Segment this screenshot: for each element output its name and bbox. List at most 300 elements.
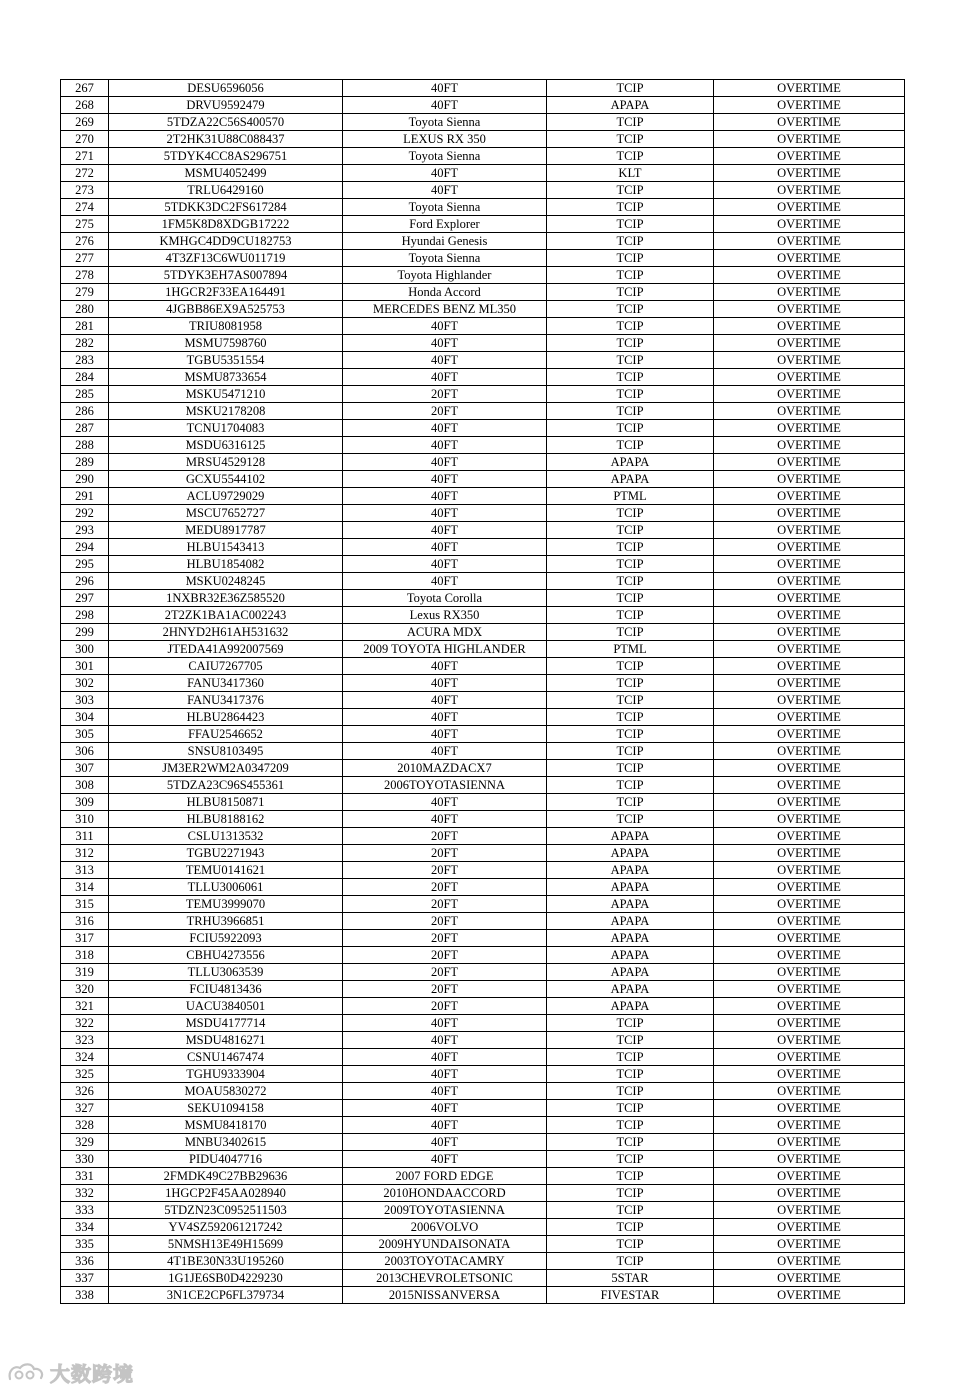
id-cell: SEKU1094158 — [109, 1100, 343, 1117]
terminal-cell: TCIP — [547, 318, 714, 335]
row-number-cell: 280 — [61, 301, 109, 318]
row-number-cell: 289 — [61, 454, 109, 471]
terminal-cell: PTML — [547, 488, 714, 505]
type-cell: Toyota Corolla — [343, 590, 547, 607]
row-number-cell: 282 — [61, 335, 109, 352]
status-cell: OVERTIME — [714, 216, 905, 233]
terminal-cell: FIVESTAR — [547, 1287, 714, 1304]
status-cell: OVERTIME — [714, 1032, 905, 1049]
table-row — [61, 590, 905, 607]
table-row — [61, 1151, 905, 1168]
id-cell: TEMU0141621 — [109, 862, 343, 879]
terminal-cell: TCIP — [547, 386, 714, 403]
table-row — [61, 573, 905, 590]
table-row — [61, 777, 905, 794]
id-cell: FANU3417376 — [109, 692, 343, 709]
row-number-cell: 276 — [61, 233, 109, 250]
type-cell: 2009 TOYOTA HIGHLANDER — [343, 641, 547, 658]
table-row — [61, 1287, 905, 1304]
terminal-cell: APAPA — [547, 879, 714, 896]
status-cell: OVERTIME — [714, 301, 905, 318]
id-cell: 5TDYK3EH7AS007894 — [109, 267, 343, 284]
table-row — [61, 998, 905, 1015]
status-cell: OVERTIME — [714, 1168, 905, 1185]
row-number-cell: 270 — [61, 131, 109, 148]
type-cell: 2013CHEVROLETSONIC — [343, 1270, 547, 1287]
id-cell: CSLU1313532 — [109, 828, 343, 845]
table-row — [61, 250, 905, 267]
row-number-cell: 320 — [61, 981, 109, 998]
id-cell: TGHU9333904 — [109, 1066, 343, 1083]
type-cell: 40FT — [343, 1083, 547, 1100]
table-row — [61, 1219, 905, 1236]
row-number-cell: 295 — [61, 556, 109, 573]
document-table-container — [60, 79, 904, 1304]
type-cell: Lexus RX350 — [343, 607, 547, 624]
table-row — [61, 641, 905, 658]
row-number-cell: 311 — [61, 828, 109, 845]
status-cell: OVERTIME — [714, 981, 905, 998]
terminal-cell: TCIP — [547, 148, 714, 165]
row-number-cell: 337 — [61, 1270, 109, 1287]
status-cell: OVERTIME — [714, 726, 905, 743]
terminal-cell: APAPA — [547, 828, 714, 845]
id-cell: 5NMSH13E49H15699 — [109, 1236, 343, 1253]
status-cell: OVERTIME — [714, 233, 905, 250]
row-number-cell: 310 — [61, 811, 109, 828]
type-cell: 40FT — [343, 1151, 547, 1168]
terminal-cell: TCIP — [547, 1168, 714, 1185]
table-row — [61, 1100, 905, 1117]
status-cell: OVERTIME — [714, 488, 905, 505]
table-row — [61, 1134, 905, 1151]
status-cell: OVERTIME — [714, 641, 905, 658]
status-cell: OVERTIME — [714, 1270, 905, 1287]
type-cell: 20FT — [343, 403, 547, 420]
terminal-cell: TCIP — [547, 1032, 714, 1049]
type-cell: Ford Explorer — [343, 216, 547, 233]
terminal-cell: 5STAR — [547, 1270, 714, 1287]
id-cell: TLLU3063539 — [109, 964, 343, 981]
table-row — [61, 862, 905, 879]
row-number-cell: 317 — [61, 930, 109, 947]
status-cell: OVERTIME — [714, 97, 905, 114]
status-cell: OVERTIME — [714, 777, 905, 794]
type-cell: Honda Accord — [343, 284, 547, 301]
row-number-cell: 334 — [61, 1219, 109, 1236]
row-number-cell: 308 — [61, 777, 109, 794]
type-cell: 40FT — [343, 471, 547, 488]
type-cell: ACURA MDX — [343, 624, 547, 641]
terminal-cell: TCIP — [547, 1117, 714, 1134]
id-cell: 1HGCP2F45AA028940 — [109, 1185, 343, 1202]
terminal-cell: TCIP — [547, 777, 714, 794]
id-cell: 2FMDK49C27BB29636 — [109, 1168, 343, 1185]
row-number-cell: 299 — [61, 624, 109, 641]
table-row — [61, 879, 905, 896]
id-cell: TGBU5351554 — [109, 352, 343, 369]
row-number-cell: 328 — [61, 1117, 109, 1134]
id-cell: HLBU8150871 — [109, 794, 343, 811]
table-row — [61, 1083, 905, 1100]
id-cell: 3N1CE2CP6FL379734 — [109, 1287, 343, 1304]
id-cell: 5TDZA23C96S455361 — [109, 777, 343, 794]
id-cell: TCNU1704083 — [109, 420, 343, 437]
row-number-cell: 315 — [61, 896, 109, 913]
table-row — [61, 488, 905, 505]
row-number-cell: 303 — [61, 692, 109, 709]
type-cell: 20FT — [343, 386, 547, 403]
row-number-cell: 271 — [61, 148, 109, 165]
type-cell: LEXUS RX 350 — [343, 131, 547, 148]
watermark-logo-icon — [6, 1359, 46, 1385]
type-cell: 20FT — [343, 998, 547, 1015]
row-number-cell: 275 — [61, 216, 109, 233]
terminal-cell: APAPA — [547, 454, 714, 471]
table-row — [61, 1117, 905, 1134]
terminal-cell: TCIP — [547, 675, 714, 692]
terminal-cell: APAPA — [547, 981, 714, 998]
type-cell: MERCEDES BENZ ML350 — [343, 301, 547, 318]
type-cell: 40FT — [343, 743, 547, 760]
terminal-cell: TCIP — [547, 1049, 714, 1066]
terminal-cell: TCIP — [547, 726, 714, 743]
terminal-cell: TCIP — [547, 1202, 714, 1219]
status-cell: OVERTIME — [714, 692, 905, 709]
terminal-cell: PTML — [547, 641, 714, 658]
terminal-cell: APAPA — [547, 947, 714, 964]
status-cell: OVERTIME — [714, 607, 905, 624]
table-row — [61, 947, 905, 964]
status-cell: OVERTIME — [714, 930, 905, 947]
status-cell: OVERTIME — [714, 845, 905, 862]
type-cell: 40FT — [343, 369, 547, 386]
type-cell: 2009HYUNDAISONATA — [343, 1236, 547, 1253]
id-cell: GCXU5544102 — [109, 471, 343, 488]
type-cell: 40FT — [343, 1134, 547, 1151]
type-cell: 40FT — [343, 505, 547, 522]
row-number-cell: 267 — [61, 80, 109, 97]
table-row — [61, 743, 905, 760]
table-row — [61, 97, 905, 114]
row-number-cell: 323 — [61, 1032, 109, 1049]
terminal-cell: APAPA — [547, 97, 714, 114]
table-row — [61, 845, 905, 862]
type-cell: 40FT — [343, 1100, 547, 1117]
terminal-cell: TCIP — [547, 658, 714, 675]
terminal-cell: TCIP — [547, 556, 714, 573]
type-cell: 40FT — [343, 420, 547, 437]
status-cell: OVERTIME — [714, 1219, 905, 1236]
table-row — [61, 335, 905, 352]
terminal-cell: TCIP — [547, 131, 714, 148]
status-cell: OVERTIME — [714, 352, 905, 369]
status-cell: OVERTIME — [714, 182, 905, 199]
table-row — [61, 760, 905, 777]
status-cell: OVERTIME — [714, 505, 905, 522]
type-cell: Toyota Sienna — [343, 199, 547, 216]
terminal-cell: TCIP — [547, 522, 714, 539]
id-cell: MSMU8733654 — [109, 369, 343, 386]
row-number-cell: 273 — [61, 182, 109, 199]
status-cell: OVERTIME — [714, 573, 905, 590]
type-cell: 40FT — [343, 522, 547, 539]
table-row — [61, 199, 905, 216]
row-number-cell: 327 — [61, 1100, 109, 1117]
type-cell: 40FT — [343, 811, 547, 828]
table-row — [61, 131, 905, 148]
terminal-cell: TCIP — [547, 267, 714, 284]
status-cell: OVERTIME — [714, 811, 905, 828]
terminal-cell: TCIP — [547, 760, 714, 777]
status-cell: OVERTIME — [714, 1253, 905, 1270]
row-number-cell: 290 — [61, 471, 109, 488]
id-cell: TLLU3006061 — [109, 879, 343, 896]
terminal-cell: TCIP — [547, 607, 714, 624]
type-cell: 40FT — [343, 437, 547, 454]
type-cell: Hyundai Genesis — [343, 233, 547, 250]
status-cell: OVERTIME — [714, 267, 905, 284]
id-cell: 4JGBB86EX9A525753 — [109, 301, 343, 318]
terminal-cell: APAPA — [547, 896, 714, 913]
table-row — [61, 1049, 905, 1066]
type-cell: 40FT — [343, 165, 547, 182]
row-number-cell: 330 — [61, 1151, 109, 1168]
shipment-table — [60, 79, 905, 1304]
status-cell: OVERTIME — [714, 318, 905, 335]
terminal-cell: APAPA — [547, 998, 714, 1015]
shipment-table-body — [61, 80, 905, 1304]
status-cell: OVERTIME — [714, 590, 905, 607]
terminal-cell: APAPA — [547, 913, 714, 930]
row-number-cell: 336 — [61, 1253, 109, 1270]
terminal-cell: TCIP — [547, 437, 714, 454]
table-row — [61, 709, 905, 726]
terminal-cell: TCIP — [547, 114, 714, 131]
table-row — [61, 352, 905, 369]
type-cell: 40FT — [343, 488, 547, 505]
table-row — [61, 114, 905, 131]
table-row — [61, 675, 905, 692]
status-cell: OVERTIME — [714, 1066, 905, 1083]
id-cell: FFAU2546652 — [109, 726, 343, 743]
table-row — [61, 1253, 905, 1270]
table-row — [61, 556, 905, 573]
terminal-cell: TCIP — [547, 1134, 714, 1151]
id-cell: 4T1BE30N33U195260 — [109, 1253, 343, 1270]
status-cell: OVERTIME — [714, 403, 905, 420]
terminal-cell: TCIP — [547, 1219, 714, 1236]
row-number-cell: 307 — [61, 760, 109, 777]
table-row — [61, 692, 905, 709]
id-cell: 5TDZN23C0952511503 — [109, 1202, 343, 1219]
status-cell: OVERTIME — [714, 624, 905, 641]
row-number-cell: 335 — [61, 1236, 109, 1253]
table-row — [61, 930, 905, 947]
table-row — [61, 386, 905, 403]
type-cell: 40FT — [343, 1117, 547, 1134]
table-row — [61, 1066, 905, 1083]
status-cell: OVERTIME — [714, 1015, 905, 1032]
type-cell: 20FT — [343, 981, 547, 998]
terminal-cell: TCIP — [547, 199, 714, 216]
terminal-cell: TCIP — [547, 1015, 714, 1032]
row-number-cell: 305 — [61, 726, 109, 743]
terminal-cell: TCIP — [547, 573, 714, 590]
type-cell: 40FT — [343, 1032, 547, 1049]
status-cell: OVERTIME — [714, 828, 905, 845]
terminal-cell: TCIP — [547, 80, 714, 97]
row-number-cell: 321 — [61, 998, 109, 1015]
status-cell: OVERTIME — [714, 1134, 905, 1151]
terminal-cell: TCIP — [547, 335, 714, 352]
id-cell: YV4SZ592061217242 — [109, 1219, 343, 1236]
row-number-cell: 313 — [61, 862, 109, 879]
row-number-cell: 333 — [61, 1202, 109, 1219]
terminal-cell: APAPA — [547, 862, 714, 879]
id-cell: ACLU9729029 — [109, 488, 343, 505]
id-cell: 1G1JE6SB0D4229230 — [109, 1270, 343, 1287]
type-cell: 40FT — [343, 335, 547, 352]
row-number-cell: 319 — [61, 964, 109, 981]
id-cell: MOAU5830272 — [109, 1083, 343, 1100]
table-row — [61, 896, 905, 913]
status-cell: OVERTIME — [714, 250, 905, 267]
terminal-cell: TCIP — [547, 250, 714, 267]
type-cell: 40FT — [343, 726, 547, 743]
id-cell: HLBU1854082 — [109, 556, 343, 573]
id-cell: 1NXBR32E36Z585520 — [109, 590, 343, 607]
type-cell: 20FT — [343, 845, 547, 862]
row-number-cell: 279 — [61, 284, 109, 301]
type-cell: 20FT — [343, 862, 547, 879]
row-number-cell: 338 — [61, 1287, 109, 1304]
status-cell: OVERTIME — [714, 556, 905, 573]
type-cell: 20FT — [343, 828, 547, 845]
row-number-cell: 292 — [61, 505, 109, 522]
row-number-cell: 325 — [61, 1066, 109, 1083]
terminal-cell: TCIP — [547, 1236, 714, 1253]
table-row — [61, 1202, 905, 1219]
id-cell: FCIU4813436 — [109, 981, 343, 998]
terminal-cell: APAPA — [547, 471, 714, 488]
terminal-cell: APAPA — [547, 964, 714, 981]
terminal-cell: TCIP — [547, 233, 714, 250]
status-cell: OVERTIME — [714, 879, 905, 896]
table-row — [61, 913, 905, 930]
terminal-cell: TCIP — [547, 301, 714, 318]
row-number-cell: 272 — [61, 165, 109, 182]
type-cell: 40FT — [343, 709, 547, 726]
table-row — [61, 369, 905, 386]
terminal-cell: TCIP — [547, 216, 714, 233]
terminal-cell: TCIP — [547, 692, 714, 709]
table-row — [61, 726, 905, 743]
status-cell: OVERTIME — [714, 1236, 905, 1253]
terminal-cell: TCIP — [547, 709, 714, 726]
watermark-text: 大数跨境 — [50, 1361, 134, 1386]
type-cell: 40FT — [343, 182, 547, 199]
type-cell: 20FT — [343, 879, 547, 896]
table-row — [61, 148, 905, 165]
status-cell: OVERTIME — [714, 80, 905, 97]
status-cell: OVERTIME — [714, 199, 905, 216]
id-cell: 1FM5K8D8XDGB17222 — [109, 216, 343, 233]
table-row — [61, 607, 905, 624]
status-cell: OVERTIME — [714, 794, 905, 811]
id-cell: CAIU7267705 — [109, 658, 343, 675]
id-cell: MSMU8418170 — [109, 1117, 343, 1134]
type-cell: 40FT — [343, 1049, 547, 1066]
terminal-cell: TCIP — [547, 811, 714, 828]
id-cell: TRLU6429160 — [109, 182, 343, 199]
row-number-cell: 285 — [61, 386, 109, 403]
table-row — [61, 1168, 905, 1185]
terminal-cell: TCIP — [547, 505, 714, 522]
row-number-cell: 297 — [61, 590, 109, 607]
id-cell: MSKU2178208 — [109, 403, 343, 420]
terminal-cell: APAPA — [547, 845, 714, 862]
row-number-cell: 274 — [61, 199, 109, 216]
type-cell: 2009TOYOTASIENNA — [343, 1202, 547, 1219]
id-cell: 5TDYK4CC8AS296751 — [109, 148, 343, 165]
status-cell: OVERTIME — [714, 964, 905, 981]
status-cell: OVERTIME — [714, 165, 905, 182]
type-cell: 2007 FORD EDGE — [343, 1168, 547, 1185]
row-number-cell: 302 — [61, 675, 109, 692]
id-cell: JTEDA41A992007569 — [109, 641, 343, 658]
status-cell: OVERTIME — [714, 1151, 905, 1168]
status-cell: OVERTIME — [714, 709, 905, 726]
id-cell: 5TDKK3DC2FS617284 — [109, 199, 343, 216]
table-row — [61, 437, 905, 454]
type-cell: 40FT — [343, 318, 547, 335]
status-cell: OVERTIME — [714, 913, 905, 930]
table-row — [61, 403, 905, 420]
terminal-cell: TCIP — [547, 590, 714, 607]
id-cell: MSMU7598760 — [109, 335, 343, 352]
row-number-cell: 324 — [61, 1049, 109, 1066]
id-cell: HLBU8188162 — [109, 811, 343, 828]
table-row — [61, 794, 905, 811]
id-cell: UACU3840501 — [109, 998, 343, 1015]
row-number-cell: 312 — [61, 845, 109, 862]
id-cell: SNSU8103495 — [109, 743, 343, 760]
row-number-cell: 281 — [61, 318, 109, 335]
terminal-cell: TCIP — [547, 1185, 714, 1202]
type-cell: Toyota Sienna — [343, 250, 547, 267]
status-cell: OVERTIME — [714, 335, 905, 352]
status-cell: OVERTIME — [714, 998, 905, 1015]
row-number-cell: 309 — [61, 794, 109, 811]
status-cell: OVERTIME — [714, 420, 905, 437]
table-row — [61, 301, 905, 318]
type-cell: 40FT — [343, 675, 547, 692]
status-cell: OVERTIME — [714, 1083, 905, 1100]
row-number-cell: 326 — [61, 1083, 109, 1100]
id-cell: CSNU1467474 — [109, 1049, 343, 1066]
id-cell: HLBU1543413 — [109, 539, 343, 556]
status-cell: OVERTIME — [714, 471, 905, 488]
type-cell: 2006TOYOTASIENNA — [343, 777, 547, 794]
type-cell: 40FT — [343, 692, 547, 709]
type-cell: 40FT — [343, 80, 547, 97]
status-cell: OVERTIME — [714, 114, 905, 131]
row-number-cell: 322 — [61, 1015, 109, 1032]
row-number-cell: 298 — [61, 607, 109, 624]
type-cell: 40FT — [343, 556, 547, 573]
type-cell: 20FT — [343, 896, 547, 913]
